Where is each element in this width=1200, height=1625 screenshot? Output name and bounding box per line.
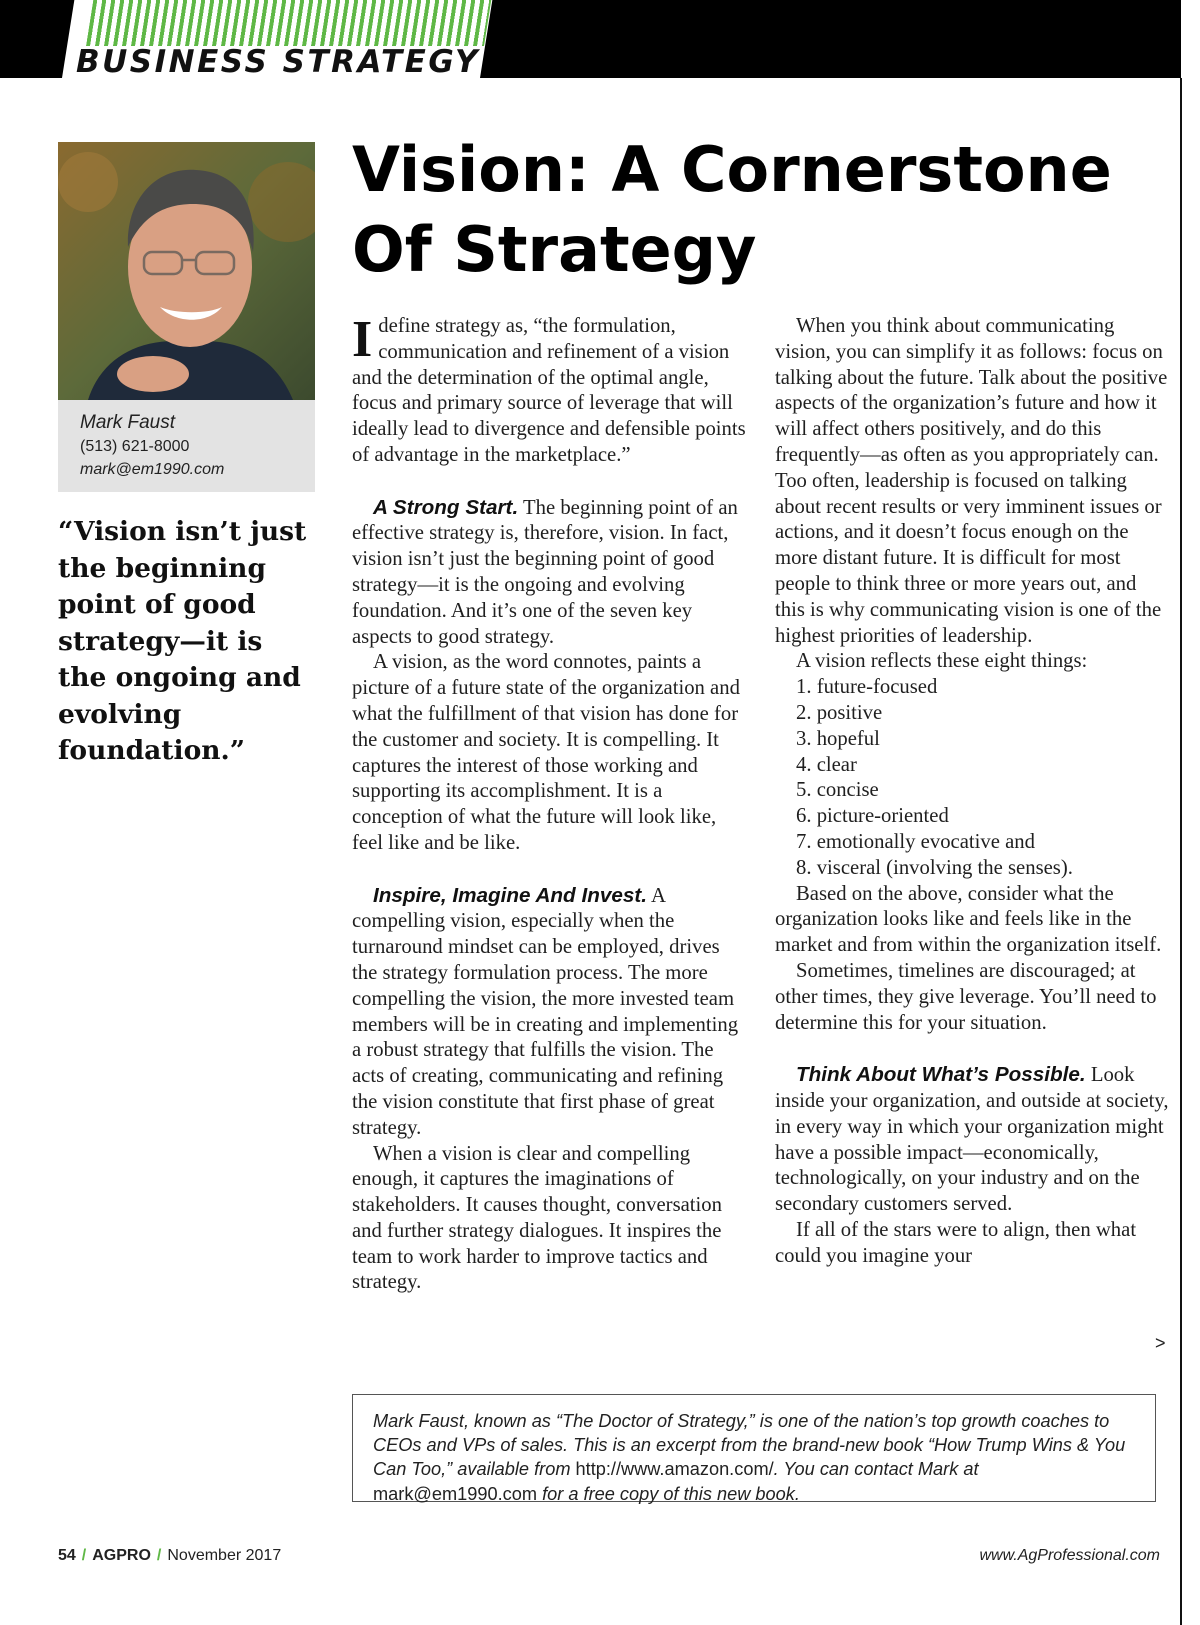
drop-cap: I [352,311,373,368]
page-footer [58,1547,281,1565]
bio-link[interactable]: http://www.amazon.com/ [575,1459,774,1480]
author-bio [373,1409,1143,1506]
article-column-left [352,311,747,1296]
list-item: 4. clear [796,753,857,776]
body-paragraph: When a vision is clear and compelling enough, it captures the imaginations of stakeholders. It causes thought, conversation and further strategy dialogues. It inspires the team to work harder to improve tactics and strategy. [352,1142,722,1294]
footer-separator: / [81,1547,87,1564]
banner-stripes [86,0,491,46]
vision-list [775,675,1170,881]
page-number: 54 [58,1547,76,1564]
section-possible [775,1062,1170,1218]
section-text: Look inside your organization, and outside at society, in every way in which your organization might have a possible impact—economically, technologically, on your industry and on the secondary customers served. [775,1064,1169,1216]
bio-text: for a free copy of this new book. [537,1483,800,1504]
issue-date: November 2017 [167,1547,282,1564]
subhead-inspire: Inspire, Imagine And Invest. [373,883,647,907]
list-item: 8. visceral (involving the senses). [796,856,1073,879]
author-portrait-image [58,142,315,400]
author-name: Mark Faust [80,412,176,433]
section-text: The beginning point of an effective strategy is, therefore, vision. In fact, vision isn’t just the beginning point of good strategy—it is the ongoing and evolving foundation. And it’s one of the seven key aspects to good strategy. [352,496,738,648]
author-phone: (513) 621-8000 [80,438,190,455]
section-text: A compelling vision, especially when the turnaround mindset can be employed, drives the strategy formulation process. The more compelling the vision, the more invested team members will be in creating and implementing a robust strategy that fulfills the vision. The acts of creating, communicating and refining the vision constitute that first phase of great strategy. [352,884,739,1139]
section-strong-start [352,495,747,651]
pull-quote: “Vision isn’t just the beginning point of good strategy—it is the ongoing and evolving foundation.” [58,516,307,766]
intro-text: define strategy as, “the formulation, communication and refinement of a vision and the determination of the optimal angle, focus and primary source of leverage that will ideally lead to divergence and defensible points of advantage in the marketplace.” [352,315,746,466]
article-headline: Vision: A Cornerstone Of Strategy [352,133,1112,286]
author-email[interactable]: mark@em1990.com [80,461,225,478]
page-edge-rule [1180,78,1182,1625]
body-paragraph: A vision, as the word connotes, paints a picture of a future state of the organization and what the fulfillment of that vision has done for the customer and society. It is compelling. It captures the interest of those working and supporting its accomplishment. It is a conception of what the future will look like, feel like and be like. [352,651,740,854]
article-column-right [775,314,1170,1269]
magazine-name: AGPRO [92,1547,151,1564]
list-item: 3. hopeful [796,727,880,750]
body-paragraph: When you think about communicating vision, you can simplify it as follows: focus on talking about the future. Talk about the positive aspects of the organization’s future and how it will affect others positively, and do this frequently—as often as you appropriately can. Too often, leadership is focused on talking about recent results or very imminent issues or actions, and it doesn’t focus enough on the more distant future. It is difficult for most people to think three or more years out, and this is why communicating vision is one of the highest priorities of leadership. [775,315,1168,647]
list-intro: A vision reflects these eight things: [796,650,1088,673]
bio-text: . You can contact Mark at [773,1459,979,1480]
footer-separator: / [156,1547,162,1564]
body-paragraph: Sometimes, timelines are discouraged; at other times, they give leverage. You’ll need to determine this for your situation. [775,959,1157,1034]
body-paragraph: Based on the above, consider what the organization looks like and feels like in the market and from within the organization itself. [775,882,1162,957]
continued-arrow-icon: > [1155,1333,1166,1353]
list-item: 6. picture-oriented [796,805,949,828]
list-item: 1. future-focused [796,676,938,699]
list-item: 5. concise [796,779,879,802]
list-item: 7. emotionally evocative and [796,830,1035,853]
body-paragraph: If all of the stars were to align, then what could you imagine your [775,1218,1137,1267]
subhead-strong-start: A Strong Start. [373,495,519,519]
subhead-possible: Think About What’s Possible. [796,1063,1086,1087]
bio-email-link[interactable]: mark@em1990.com [373,1483,538,1504]
author-photo [58,142,315,400]
footer-website[interactable]: www.AgProfessional.com [979,1547,1160,1564]
section-label: BUSINESS STRATEGY [76,44,480,80]
intro-paragraph [352,311,747,469]
bio-text: Mark Faust, known as “The Doctor of Strategy,” is one of the nation’s top growth coaches to CEOs and VPs of sales. This is an excerpt from the brand-new book “How Trump Wins & You Can Too,” available from [373,1411,1126,1480]
list-item: 2. positive [796,701,883,724]
section-inspire [352,883,747,1142]
